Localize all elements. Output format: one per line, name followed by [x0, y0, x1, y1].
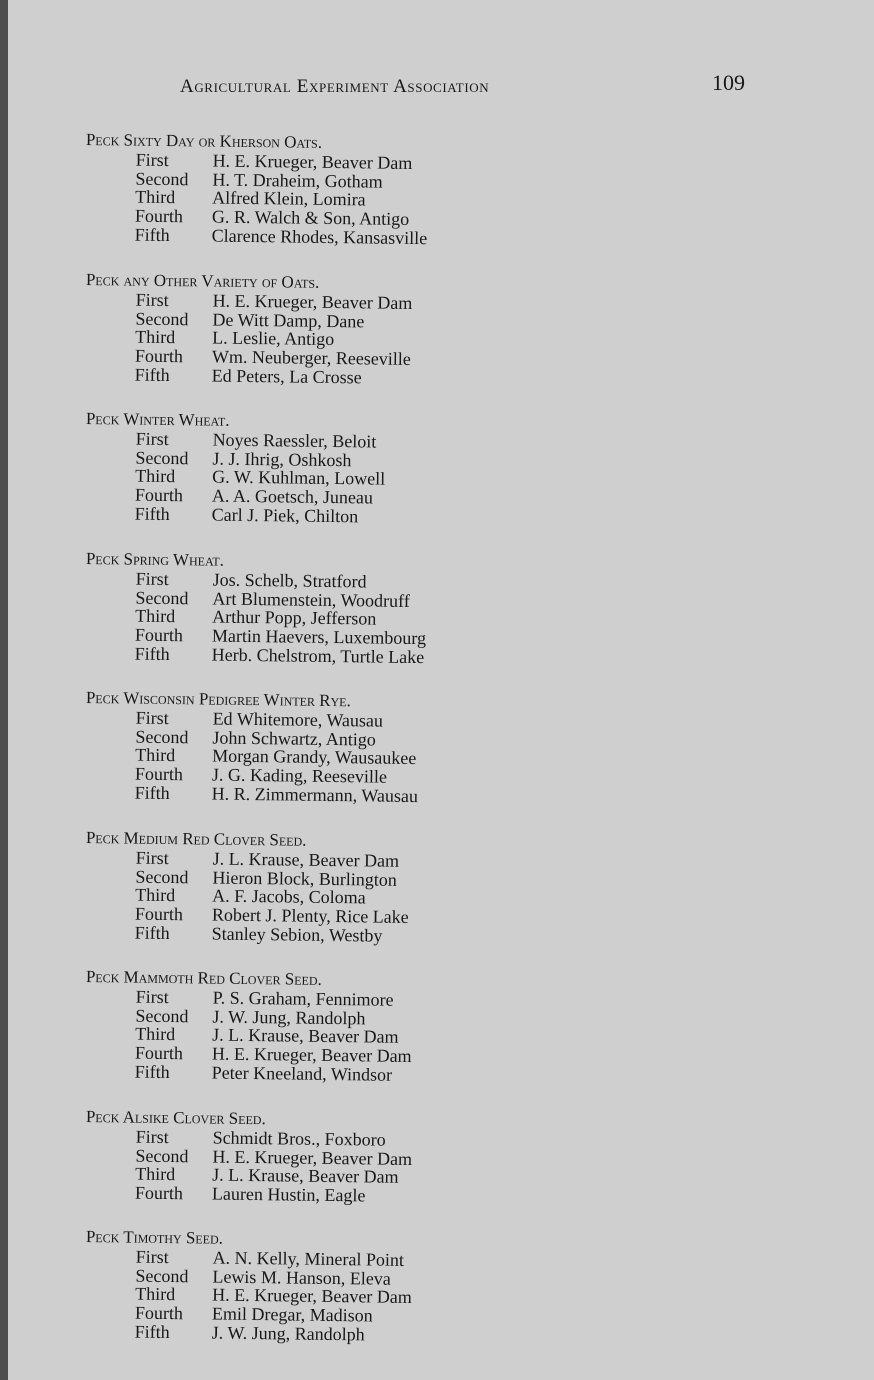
winner-name: De Witt Damp, Dane	[212, 308, 365, 331]
section-medium-red-clover	[85, 828, 646, 948]
section-title: Peck Alsike Clover Seed.	[85, 1106, 266, 1128]
winner-name: Schmidt Bros., Foxboro	[212, 1127, 386, 1150]
winner-name: H. E. Krueger, Beaver Dam	[212, 1145, 413, 1169]
place-label: First	[135, 707, 169, 729]
winner-name: A. N. Kelly, Mineral Point	[212, 1247, 405, 1271]
winner-name: J. W. Jung, Randolph	[212, 1006, 366, 1029]
winner-name: J. G. Kading, Reeseville	[211, 764, 388, 787]
place-label: Fourth	[134, 1042, 184, 1064]
place-label: Fourth	[134, 345, 184, 366]
place-label: Fourth	[134, 484, 184, 506]
place-label: First	[135, 847, 169, 868]
place-label: Fifth	[134, 503, 170, 524]
place-label: Fourth	[134, 1303, 184, 1324]
award-sections	[86, 130, 646, 1367]
section-title: Peck Wisconsin Pedigree Winter Rye.	[85, 688, 351, 711]
winner-name: Robert J. Plenty, Rice Lake	[211, 904, 409, 927]
entry-list	[85, 150, 646, 250]
winner-name: H. E. Krueger, Beaver Dam	[211, 1043, 412, 1067]
winner-name: Emil Dregar, Madison	[211, 1304, 373, 1327]
place-label: First	[135, 1126, 169, 1147]
winner-name: Arthur Popp, Jefferson	[212, 606, 377, 629]
section-winter-wheat	[85, 409, 646, 529]
place-label: First	[135, 986, 169, 1008]
place-label: Second	[135, 307, 189, 329]
place-label: Third	[135, 745, 176, 766]
winner-name: J. W. Jung, Randolph	[211, 1322, 365, 1345]
entry-list	[85, 1127, 646, 1209]
winner-name: H. R. Zimmermann, Wausau	[211, 783, 419, 806]
winner-name: J. J. Ihrig, Oshkosh	[212, 448, 352, 470]
place-label: Third	[135, 466, 176, 487]
winner-name: Martin Haevers, Luxembourg	[211, 625, 427, 648]
place-label: Third	[135, 1163, 176, 1185]
place-label: Third	[135, 1024, 176, 1045]
place-label: Fourth	[134, 1182, 184, 1203]
place-label: Second	[135, 1005, 189, 1027]
place-label: Second	[135, 586, 189, 608]
winner-name: L. Leslie, Antigo	[212, 327, 335, 349]
section-winter-rye	[85, 688, 646, 808]
place-label: Fifth	[134, 921, 170, 943]
section-title: Peck Timothy Seed.	[85, 1227, 224, 1249]
running-title: Agricultural Experiment Association	[180, 76, 490, 97]
place-label: First	[135, 428, 169, 450]
winner-name: P. S. Graham, Fennimore	[212, 987, 394, 1010]
winner-name: H. E. Krueger, Beaver Dam	[212, 290, 413, 313]
place-label: Fifth	[134, 1321, 170, 1343]
section-title: Peck Medium Red Clover Seed.	[85, 827, 307, 850]
winner-name: A. A. Goetsch, Juneau	[211, 485, 374, 508]
winner-name: Jos. Schelb, Stratford	[212, 569, 367, 591]
place-label: First	[135, 149, 169, 171]
winner-name: Stanley Sebion, Westby	[211, 922, 383, 946]
winner-name: H. E. Krueger, Beaver Dam	[212, 150, 413, 173]
place-label: Second	[135, 1265, 189, 1287]
place-label: First	[135, 568, 169, 589]
winner-name: J. L. Krause, Beaver Dam	[212, 1025, 399, 1048]
winner-name: Noyes Raessler, Beloit	[212, 429, 377, 452]
page-number: 109	[712, 70, 745, 95]
place-label: Second	[135, 168, 189, 189]
section-title: Peck Sixty Day or Kherson Oats.	[85, 130, 323, 152]
place-label: Fifth	[134, 782, 170, 803]
section-spring-wheat	[85, 549, 646, 669]
place-label: Second	[135, 447, 189, 468]
winner-name: Peter Kneeland, Windsor	[211, 1062, 393, 1085]
place-label: First	[135, 1247, 169, 1268]
place-label: Fifth	[134, 363, 170, 385]
page-header	[8, 70, 874, 106]
place-label: Fourth	[134, 624, 184, 645]
place-label: Fifth	[134, 224, 170, 245]
document-page	[8, 0, 874, 1380]
winner-name: Clarence Rhodes, Kansasville	[211, 225, 428, 248]
winner-name: G. R. Walch & Son, Antigo	[211, 206, 410, 230]
section-alsike-clover	[85, 1107, 646, 1209]
winner-name: Lewis M. Hanson, Eleva	[212, 1266, 391, 1289]
winner-name: Carl J. Piek, Chilton	[211, 504, 359, 527]
place-label: Fourth	[134, 903, 184, 924]
winner-name: Ed Peters, La Crosse	[211, 364, 362, 387]
section-title: Peck any Other Variety of Oats.	[85, 269, 320, 292]
place-label: First	[135, 289, 169, 310]
entry-list	[85, 429, 646, 529]
winner-name: Art Blumenstein, Woodruff	[212, 587, 410, 611]
entry-list	[85, 1247, 646, 1347]
place-label: Second	[135, 865, 189, 887]
place-label: Third	[135, 605, 176, 627]
winner-name: Hieron Block, Burlington	[212, 866, 398, 890]
winner-name: Alfred Klein, Lomira	[212, 187, 366, 210]
place-label: Second	[135, 1144, 189, 1166]
place-label: Second	[135, 726, 189, 748]
winner-name: Ed Whitemore, Wausau	[212, 708, 384, 731]
winner-name: Lauren Hustin, Eagle	[211, 1183, 366, 1206]
section-other-oats	[85, 270, 646, 390]
place-label: Third	[135, 187, 176, 208]
winner-name: H. E. Krueger, Beaver Dam	[212, 1285, 412, 1308]
place-label: Fifth	[134, 642, 170, 664]
section-timothy-seed	[85, 1227, 646, 1347]
winner-name: Herb. Chelstrom, Turtle Lake	[211, 643, 425, 667]
section-mammoth-red-clover	[85, 967, 646, 1087]
place-label: Third	[135, 1284, 176, 1305]
place-label: Fourth	[134, 205, 184, 227]
winner-name: H. T. Draheim, Gotham	[212, 169, 383, 192]
section-title: Peck Mammoth Red Clover Seed.	[85, 967, 322, 989]
winner-name: J. L. Krause, Beaver Dam	[212, 1164, 399, 1187]
place-label: Third	[135, 884, 176, 906]
place-label: Third	[135, 326, 176, 348]
winner-name: John Schwartz, Antigo	[212, 727, 377, 750]
entry-list	[85, 848, 646, 948]
winner-name: J. L. Krause, Beaver Dam	[212, 848, 400, 871]
place-label: Fourth	[134, 763, 184, 785]
entry-list	[85, 708, 646, 808]
winner-name: A. F. Jacobs, Coloma	[212, 885, 366, 908]
entry-list	[85, 987, 646, 1087]
section-title: Peck Winter Wheat.	[85, 409, 230, 430]
section-kherson-oats	[85, 130, 646, 250]
place-label: Fifth	[134, 1061, 170, 1082]
winner-name: Wm. Neuberger, Reeseville	[211, 346, 411, 369]
winner-name: G. W. Kuhlman, Lowell	[212, 466, 386, 490]
entry-list	[85, 290, 646, 390]
section-title: Peck Spring Wheat.	[85, 548, 225, 570]
winner-name: Morgan Grandy, Wausaukee	[212, 746, 417, 769]
entry-list	[85, 569, 646, 669]
